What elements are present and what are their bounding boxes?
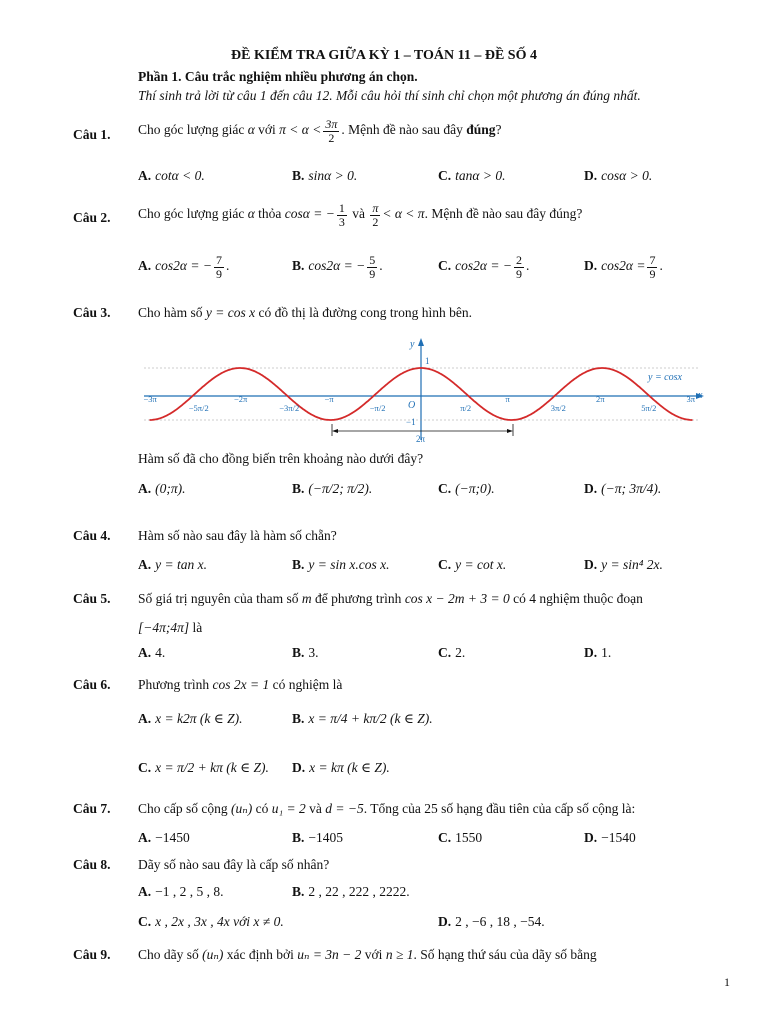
x-tick-label: 5π/2	[641, 403, 657, 413]
question-5-option-d: D. 1.	[584, 645, 612, 660]
question-5-text: Số giá trị nguyên của tham số m để phương trình cos x − 2m + 3 = 0 có 4 nghiệm thuộc đoạn	[138, 591, 643, 606]
question-9-label: Câu 9.	[73, 947, 111, 962]
x-tick-label: 3π	[686, 394, 696, 404]
question-1-option-d: D. cosα > 0.	[584, 168, 653, 183]
question-8-option-d: D. 2 , −6 , 18 , −54.	[438, 914, 545, 929]
question-8-text: Dãy số nào sau đây là cấp số nhân?	[138, 857, 330, 872]
question-2-label: Câu 2.	[73, 210, 111, 225]
x-tick-label: π/2	[460, 403, 472, 413]
origin-label: O	[408, 400, 416, 411]
x-tick-label: 3π/2	[550, 403, 566, 413]
question-8-option-a: A. −1 , 2 , 5 , 8.	[138, 884, 224, 899]
question-6-option-c: C. x = π/2 + kπ (k ∈ Z).	[138, 760, 269, 775]
question-7-option-d: D. −1540	[584, 830, 636, 845]
question-2-option-c: C. cos2α = − $\frac{2}{9}$ .	[438, 253, 530, 281]
question-1-label: Câu 1.	[73, 127, 111, 142]
question-1-option-a: A. cotα < 0.	[138, 168, 205, 183]
question-6-text: Phương trình cos 2x = 1 có nghiệm là	[138, 677, 343, 692]
question-8-option-c: C. x , 2x , 3x , 4x với x ≠ 0.	[138, 914, 284, 929]
question-4-option-d: D. y = sin⁴ 2x.	[584, 557, 663, 572]
question-3-option-d: D. (−π; 3π/4).	[584, 481, 662, 496]
question-4-option-a: A. y = tan x.	[138, 557, 207, 572]
y-axis-arrow	[418, 338, 424, 346]
question-3-label: Câu 3.	[73, 305, 111, 320]
question-2-option-b: B. cos2α = − $\frac{5}{9}$ .	[292, 253, 383, 281]
question-9-text: Cho dãy số (uₙ) xác định bởi uₙ = 3n − 2 với n ≥ 1. Số hạng thứ sáu của dãy số bằng	[138, 947, 597, 962]
x-tick-label: 2π	[596, 394, 605, 404]
question-3-option-b: B. (−π/2; π/2).	[292, 481, 373, 496]
question-4-label: Câu 4.	[73, 528, 111, 543]
x-tick-label: −3π	[143, 394, 157, 404]
question-3-subtext: Hàm số đã cho đồng biến trên khoảng nào dưới đây?	[138, 451, 424, 466]
question-5-option-b: B. 3.	[292, 645, 319, 660]
section-note: Thí sinh trả lời từ câu 1 đến câu 12. Mỗi câu hỏi thí sinh chỉ chọn một phương án đúng nhất.	[138, 88, 641, 103]
question-3-option-c: C. (−π;0).	[438, 481, 495, 496]
question-4-option-c: C. y = cot x.	[438, 557, 507, 572]
question-8-option-b: B. 2 , 22 , 222 , 2222.	[292, 884, 410, 899]
period-arrow-right	[507, 429, 513, 433]
section-heading: Phần 1. Câu trắc nghiệm nhiều phương án chọn.	[138, 69, 418, 84]
y-tick-1: 1	[425, 356, 430, 366]
question-5-option-a: A. 4.	[138, 645, 166, 660]
question-6-label: Câu 6.	[73, 677, 111, 692]
cosine-graph	[138, 336, 708, 444]
x-tick-label: −3π/2	[279, 403, 300, 413]
x-tick-labels	[144, 394, 696, 413]
question-1-option-c: C. tanα > 0.	[438, 168, 506, 183]
document-title: ĐỀ KIỂM TRA GIỮA KỲ 1 – TOÁN 11 – ĐỀ SỐ 4	[231, 48, 537, 63]
question-5-text-line2: [−4π;4π] là	[138, 620, 203, 635]
question-3-text: Cho hàm số y = cos x có đồ thị là đường cong trong hình bên.	[138, 305, 473, 320]
x-tick-label: −2π	[234, 394, 248, 404]
x-tick-label: π	[505, 394, 510, 404]
question-7-option-b: B. −1405	[292, 830, 344, 845]
question-2-text: Cho góc lượng giác α thỏa cosα = − $\frac{1}{3}$ và $\frac{\pi}{2}$ < α < π. Mệnh đề nào sau đây đúng?	[138, 201, 583, 229]
x-tick-label: −π	[324, 394, 334, 404]
question-4-text: Hàm số nào sau đây là hàm số chẵn?	[138, 528, 337, 543]
question-7-option-c: C. 1550	[438, 830, 483, 845]
x-axis-label: x	[698, 390, 703, 401]
question-7-option-a: A. −1450	[138, 830, 190, 845]
question-2-option-d: D. cos2α = $\frac{7}{9}$ .	[584, 253, 663, 281]
x-tick-label: −π/2	[369, 403, 386, 413]
question-6-option-b: B. x = π/4 + kπ/2 (k ∈ Z).	[292, 711, 433, 726]
page-number: 1	[724, 975, 730, 989]
question-2-option-a: A. cos2α = − $\frac{7}{9}$ .	[138, 253, 230, 281]
question-1-text: Cho góc lượng giác α với π < α < $\frac{3\pi}{2}$ . Mệnh đề nào sau đây đúng?	[138, 117, 502, 145]
y-tick-minus-1: −1	[406, 417, 416, 427]
question-7-label: Câu 7.	[73, 801, 111, 816]
period-arrow-left	[332, 429, 338, 433]
curve-label: y = cosx	[648, 372, 682, 383]
question-6-option-a: A. x = k2π (k ∈ Z).	[138, 711, 243, 726]
question-5-option-c: C. 2.	[438, 645, 466, 660]
question-4-option-b: B. y = sin x.cos x.	[292, 557, 390, 572]
period-label: 2π	[416, 434, 426, 444]
question-6-option-d: D. x = kπ (k ∈ Z).	[292, 760, 390, 775]
y-axis-label: y	[410, 339, 415, 350]
question-3-option-a: A. (0;π).	[138, 481, 186, 496]
question-7-text: Cho cấp số cộng (uₙ) có u₁ = 2 và d = −5. Tổng của 25 số hạng đầu tiên của cấp số cộng là:	[138, 801, 636, 816]
question-5-label: Câu 5.	[73, 591, 111, 606]
x-tick-label: −5π/2	[188, 403, 209, 413]
question-8-label: Câu 8.	[73, 857, 111, 872]
question-1-option-b: B. sinα > 0.	[292, 168, 358, 183]
